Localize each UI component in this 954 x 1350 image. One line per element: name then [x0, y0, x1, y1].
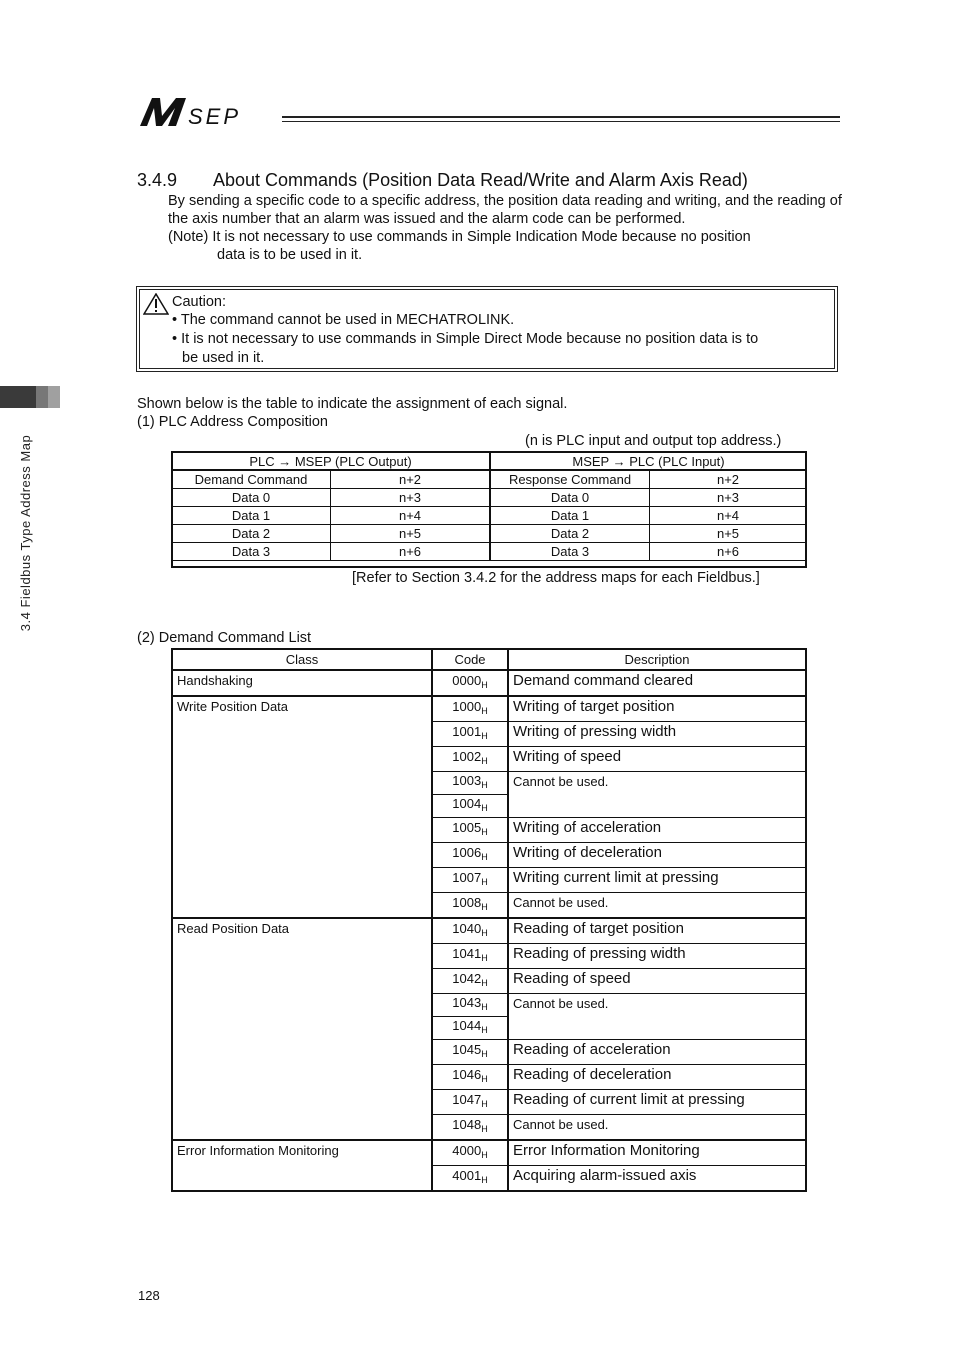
- description-cell: Reading of target position: [508, 918, 806, 944]
- code-cell: $1005_H$: [432, 818, 508, 843]
- reference-note: [Refer to Section 3.4.2 for the address maps for each Fieldbus.]: [352, 570, 760, 586]
- description-cell: Reading of deceleration: [508, 1065, 806, 1090]
- class-cell: Read Position Data: [172, 918, 432, 1140]
- description-cell: Reading of speed: [508, 969, 806, 994]
- description-cell: Writing of deceleration: [508, 843, 806, 868]
- plc-address-heading: (1) PLC Address Composition: [137, 414, 328, 430]
- code-cell: $4001_H$: [432, 1166, 508, 1192]
- table-cell: Demand Command: [172, 471, 331, 489]
- table-cell: n+3: [650, 489, 807, 507]
- table-cell: n+2: [650, 471, 807, 489]
- table-header-row: [172, 649, 806, 670]
- table-cell: n+4: [650, 507, 807, 525]
- table-header-row: [172, 452, 807, 471]
- table-cell: Data 2: [490, 525, 650, 543]
- description-cell: Reading of pressing width: [508, 944, 806, 969]
- description-cell: Cannot be used.: [508, 893, 806, 919]
- table-header: Class: [172, 649, 432, 670]
- table-row: [172, 471, 807, 489]
- code-cell: $1044_H$: [432, 1017, 508, 1040]
- code-cell: $1046_H$: [432, 1065, 508, 1090]
- code-cell: $1006_H$: [432, 843, 508, 868]
- table-row: [172, 670, 806, 696]
- chapter-tab-segment-light: [48, 386, 60, 408]
- table-cell: Data 3: [172, 543, 331, 561]
- table-cell: n+6: [650, 543, 807, 561]
- table-header: Description: [508, 649, 806, 670]
- description-cell: Writing of speed: [508, 747, 806, 772]
- table-row: [172, 543, 807, 561]
- table-cell: n+5: [650, 525, 807, 543]
- side-chapter-label: 3.4 Fieldbus Type Address Map: [18, 434, 33, 632]
- code-cell: $1045_H$: [432, 1040, 508, 1065]
- description-cell: Cannot be used.: [508, 772, 806, 818]
- code-cell: $1048_H$: [432, 1115, 508, 1141]
- plc-address-note: (n is PLC input and output top address.): [525, 433, 782, 449]
- code-cell: $1007_H$: [432, 868, 508, 893]
- page-number: 128: [138, 1288, 160, 1303]
- description-cell: Cannot be used.: [508, 994, 806, 1040]
- table-row: [172, 507, 807, 525]
- description-cell: Reading of current limit at pressing: [508, 1090, 806, 1115]
- table-header: PLC → MSEP (PLC Output): [172, 452, 491, 471]
- section-title: About Commands (Position Data Read/Write and Alarm Axis Read): [213, 170, 748, 190]
- code-cell: $4000_H$: [432, 1140, 508, 1166]
- caution-bullet: [172, 330, 832, 368]
- description-cell: Cannot be used.: [508, 1115, 806, 1141]
- description-cell: Writing current limit at pressing: [508, 868, 806, 893]
- code-cell: $1003_H$: [432, 772, 508, 795]
- table-header: MSEP → PLC (PLC Input): [490, 452, 807, 471]
- code-cell: $0000_H$: [432, 670, 508, 696]
- caution-title: Caution:: [172, 294, 227, 310]
- section-paragraph: By sending a specific code to a specific address, the position data reading and writing, and the reading of the axis number that an alarm was issued and the alarm code can be performed.: [168, 193, 842, 227]
- table-row: [172, 525, 807, 543]
- table-row: [172, 1140, 806, 1166]
- warning-icon: [143, 293, 169, 315]
- demand-command-table: [171, 648, 807, 1192]
- intro-text: Shown below is the table to indicate the assignment of each signal.: [137, 396, 568, 412]
- svg-text:SEP: SEP: [188, 104, 242, 128]
- code-cell: $1040_H$: [432, 918, 508, 944]
- table-cell: n+3: [331, 489, 491, 507]
- header-rule-thin: [282, 121, 840, 122]
- description-cell: Error Information Monitoring: [508, 1140, 806, 1166]
- code-cell: $1000_H$: [432, 696, 508, 722]
- caution-bullet: • The command cannot be used in MECHATROLINK.: [172, 312, 515, 328]
- header-rule-thick: [282, 116, 840, 118]
- description-cell: Writing of pressing width: [508, 722, 806, 747]
- plc-address-table: [171, 451, 807, 561]
- table-header: Code: [432, 649, 508, 670]
- table-row: [172, 696, 806, 722]
- code-cell: $1001_H$: [432, 722, 508, 747]
- table-cell: Data 0: [172, 489, 331, 507]
- code-cell: $1002_H$: [432, 747, 508, 772]
- class-cell: Error Information Monitoring: [172, 1140, 432, 1191]
- description-cell: Acquiring alarm-issued axis: [508, 1166, 806, 1192]
- caution-bullet-line: be used in it.: [182, 350, 265, 366]
- msep-logo: [138, 94, 278, 128]
- table-header-divider: [171, 469, 807, 471]
- table-cell: n+5: [331, 525, 491, 543]
- table-cell: Data 1: [490, 507, 650, 525]
- caution-bullet-line: • It is not necessary to use commands in Simple Direct Mode because no position data is to: [172, 331, 759, 347]
- description-cell: Demand command cleared: [508, 670, 806, 696]
- table-cell: Data 0: [490, 489, 650, 507]
- chapter-tab-segment: [36, 386, 48, 408]
- code-cell: $1004_H$: [432, 795, 508, 818]
- code-cell: $1008_H$: [432, 893, 508, 919]
- description-cell: Writing of acceleration: [508, 818, 806, 843]
- table-cell: Data 3: [490, 543, 650, 561]
- section-number: 3.4.9: [137, 170, 178, 190]
- code-cell: $1047_H$: [432, 1090, 508, 1115]
- code-cell: $1043_H$: [432, 994, 508, 1017]
- section-note: (Note) It is not necessary to use commands in Simple Indication Mode because no position: [168, 229, 751, 245]
- section-note-continued: data is to be used in it.: [217, 247, 363, 263]
- table-cell: Response Command: [490, 471, 650, 489]
- class-cell: Write Position Data: [172, 696, 432, 918]
- table-cell: Data 2: [172, 525, 331, 543]
- code-cell: $1041_H$: [432, 944, 508, 969]
- description-cell: Reading of acceleration: [508, 1040, 806, 1065]
- table-cell: n+6: [331, 543, 491, 561]
- table-cell: n+4: [331, 507, 491, 525]
- table-row: [172, 489, 807, 507]
- description-cell: Writing of target position: [508, 696, 806, 722]
- table-cell: Data 1: [172, 507, 331, 525]
- table-cell: n+2: [331, 471, 491, 489]
- table-row: [172, 918, 806, 944]
- command-list-heading: (2) Demand Command List: [137, 630, 312, 646]
- class-cell: Handshaking: [172, 670, 432, 696]
- code-cell: $1042_H$: [432, 969, 508, 994]
